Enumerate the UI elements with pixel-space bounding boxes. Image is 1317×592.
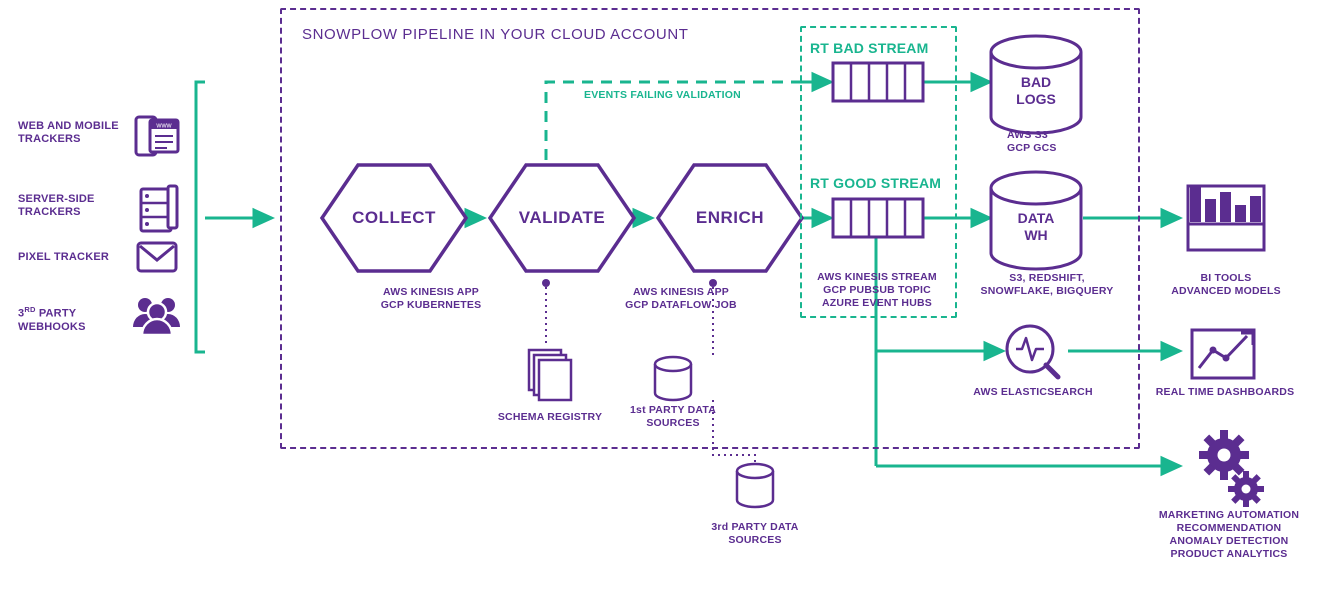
rt-good-stream-sub-line2: GCP PUBSUB TOPIC [823,284,931,296]
rt-good-stream-sub-line1: AWS KINESIS STREAM [817,271,937,283]
third-party-data-label [695,521,815,547]
schema-registry-label: SCHEMA REGISTRY [497,411,603,423]
ml-line1: MARKETING AUTOMATION [1158,509,1300,521]
stage-sub-collect-line1: AWS KINESIS APP [383,286,479,298]
rt-good-stream-sub [806,271,948,310]
bad-logs-sub [1007,129,1137,155]
stage-sub-validate [566,286,796,312]
cylinder-third-party [737,464,773,507]
first-party-line1: 1st PARTY DATA [629,404,717,416]
ml-line4: PRODUCT ANALYTICS [1170,548,1288,560]
source-label-webhooks-num: 3 [18,307,25,320]
first-party-data-label [613,404,733,430]
stage-sub-collect [316,286,546,312]
data-wh-sub-line2: SNOWFLAKE, BIGQUERY [980,285,1114,297]
people-icon [133,298,180,335]
data-wh-line2: WH [1024,227,1048,243]
events-failing-validation-label: EVENTS FAILING VALIDATION [584,89,741,101]
svg-text:www: www [156,122,172,130]
bad-logs-line2: LOGS [1016,91,1056,107]
bad-logs-label [991,74,1081,108]
data-wh-sub-line1: S3, REDSHIFT, [1009,272,1085,284]
stage-sub-validate-line1: AWS KINESIS APP [633,286,729,298]
source-label-web-mobile-line1: WEB AND MOBILE [18,120,119,132]
bi-tools-label [1150,272,1302,298]
gears-icon [1199,430,1264,507]
data-wh-line1: DATA [1017,210,1055,226]
source-label-server-line1: SERVER-SIDE [18,193,95,205]
stage-label-enrich: ENRICH [695,208,765,227]
page-title: SNOWPLOW PIPELINE IN YOUR CLOUD ACCOUNT [302,26,689,43]
bad-logs-line1: BAD [1020,74,1052,90]
data-wh-label [991,210,1081,244]
bad-logs-sub-line1: AWS S3 [1007,129,1048,141]
rt-bad-stream-title: RT BAD STREAM [810,40,929,56]
rt-good-stream-title: RT GOOD STREAM [810,175,942,191]
envelope-icon [138,243,176,271]
first-party-line2: SOURCES [646,417,700,429]
line-chart-icon [1192,330,1254,378]
rt-good-stream-sub-line3: AZURE EVENT HUBS [822,297,932,309]
mobile-web-icon [136,117,178,155]
stage-sub-collect-line2: GCP KUBERNETES [380,299,482,311]
real-time-dashboards-label: REAL TIME DASHBOARDS [1155,386,1295,398]
ml-line3: ANOMALY DETECTION [1169,535,1289,547]
bi-tools-line1: BI TOOLS [1200,272,1252,284]
ml-line2: RECOMMENDATION [1176,522,1282,534]
source-label-pixel: PIXEL TRACKER [18,251,110,263]
source-label-web-mobile [18,120,130,146]
source-label-server-line2: TRACKERS [18,206,81,218]
source-label-web-mobile-line2: TRACKERS [18,133,81,145]
server-icon [141,186,177,231]
bi-tools-line2: ADVANCED MODELS [1171,285,1281,297]
stage-sub-validate-line2: GCP DATAFLOW JOB [625,299,737,311]
source-label-server-side [18,193,130,219]
bad-logs-sub-line2: GCP GCS [1007,142,1057,154]
source-label-webhooks [18,303,130,334]
source-label-webhooks-party: PARTY [35,307,77,320]
bar-chart-icon [1188,186,1264,250]
stage-label-collect: COLLECT [352,208,436,227]
source-label-webhooks-sup: RD [24,305,36,314]
source-label-webhooks-line2: WEBHOOKS [18,320,86,333]
data-wh-sub [963,272,1131,298]
elasticsearch-label: AWS ELASTICSEARCH [973,386,1093,398]
ml-outputs-label [1144,509,1314,561]
third-party-line2: SOURCES [728,534,782,546]
third-party-line1: 3rd PARTY DATA [711,521,799,533]
stage-label-validate: VALIDATE [518,208,606,227]
source-label-pixel-tracker [18,251,136,264]
